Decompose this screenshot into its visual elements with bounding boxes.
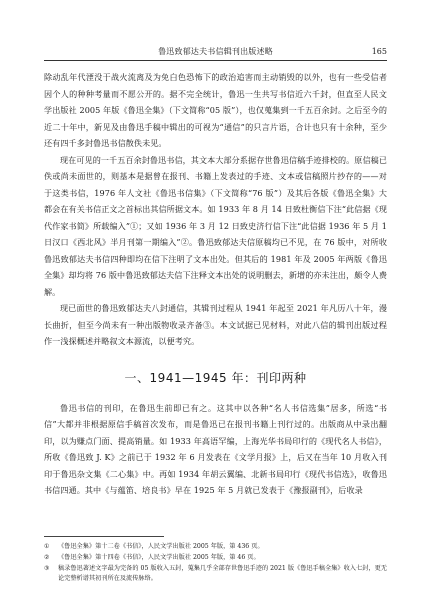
section-title: 一、1941—1945 年：刊印两种 bbox=[124, 370, 307, 385]
section-paragraph: 鲁迅书信的刊印，在鲁迅生前即已有之。这其中以各种“名人书信选集”居多，所选“书信”大都并非根据原信手稿首次发布，而是鲁迅已在报刊书籍上刊行过的。出版商从中录出翻印，以为赚点门面、提高销量。如 1933 年高语罕编，上海光华书局印行的《现代名人书信》，所收《鲁迅致 J. K》之前已于 1932 年 6 月发表在《文学月报》上，后又在当年 10 月收入刊印于鲁迅杂文集《二心集》中。再如 1934 年胡云翼编、北新书局印行《现代书信选》，收鲁迅书信四通。其中《与蕴笛、培良书》早在 1925 年 5 月就已发表于《豫报副刊》，后收录 bbox=[44, 402, 387, 495]
footnote-text: 《鲁迅全集》第十四卷《书信》，人民文学出版社 2005 年版，第 46 页。 bbox=[58, 553, 260, 561]
footnote-text: 稿录鲁迅著述文字最为完备的 05 版收入五封，蒐集几乎全部存世鲁迅手迹的 2021 版《鲁迅手稿全集》收入七封，更无论完整析谱其初刊所在及流传脉络。 bbox=[58, 564, 387, 582]
footnote-marker: ① bbox=[44, 542, 50, 550]
paragraph-2: 现在可见的一千五百余封鲁迅书信，其文本大部分系据存世鲁迅信稿手迹排校的。原信稿已佚或尚未面世的，则基本是据曾在报刊、书籍上发表过的手迹、文本或信稿照片抄存的——对于这类书信，1976 年人文社《鲁迅书信集》（下文简称“76 版”）及其后各版《鲁迅全集》大都会在有关书信正文之首标出其信所据文本。如 1933 年 8 月 14 日致杜衡信下注“此信据《现代作家书简》所载编入”①；又如 1936 年 3 月 12 日致史济行信下注“此信据 1936 年 5 月 1 日汉口《西北风》半月刊第一期编入”②。鲁迅致郁达夫信原稿均已不见，在 76 版中，对所收鲁迅致郁达夫书信四种即均在信下注明了文本出处。但其后的 1981 年及 2005 年两版《鲁迅全集》却均将 76 版中鲁迅致郁达夫信下注释文本出处的说明删去，新增的亦未注出，颇令人费解。 bbox=[44, 154, 387, 297]
footnote-marker: ② bbox=[44, 553, 50, 561]
footnote-text: 《鲁迅全集》第十二卷《书信》，人民文学出版社 2005 年版，第 436 页。 bbox=[58, 542, 264, 550]
footnote-2 bbox=[44, 553, 387, 563]
footnote-1 bbox=[44, 542, 387, 552]
paragraph-1: 除动乱年代湮没于战火流离及为免白色恐怖下的政治追害而主动销毁的以外，也有一些受信者因个人的种种考量而不愿公开的。据不完全统计，鲁迅一生共写书信近六千封，但直至人民文学出版社 2005 年版《鲁迅全集》（下文简称“05 版”），也仅蒐集到一千五百余封。之后至今的近二十年中，新见及由鲁迅手稿中辑出的可视为“通信”的只言片语，合计也只有十余种，至少还有四千多封鲁迅书信散佚未见。 bbox=[44, 72, 387, 148]
footnote-marker: ③ bbox=[44, 564, 50, 572]
running-head: 鲁迅致郁达夫书信辑刊出版述略 bbox=[158, 47, 273, 56]
footnotes bbox=[44, 536, 387, 585]
page-number: 165 bbox=[371, 47, 387, 56]
footnote-3 bbox=[44, 564, 387, 584]
paragraph-3: 现已面世的鲁迅致郁达夫八封通信，其辑刊过程从 1941 年起至 2021 年凡历八十年，漫长曲折，但至今尚未有一种出版物收录齐备③。本文试据已见材料，对此八信的辑刊出版过程作一浅探概述并略叙文本源流，以便考究。 bbox=[44, 303, 387, 346]
footnote-rule bbox=[44, 536, 164, 537]
page-header bbox=[44, 46, 387, 61]
main-text bbox=[44, 69, 387, 499]
